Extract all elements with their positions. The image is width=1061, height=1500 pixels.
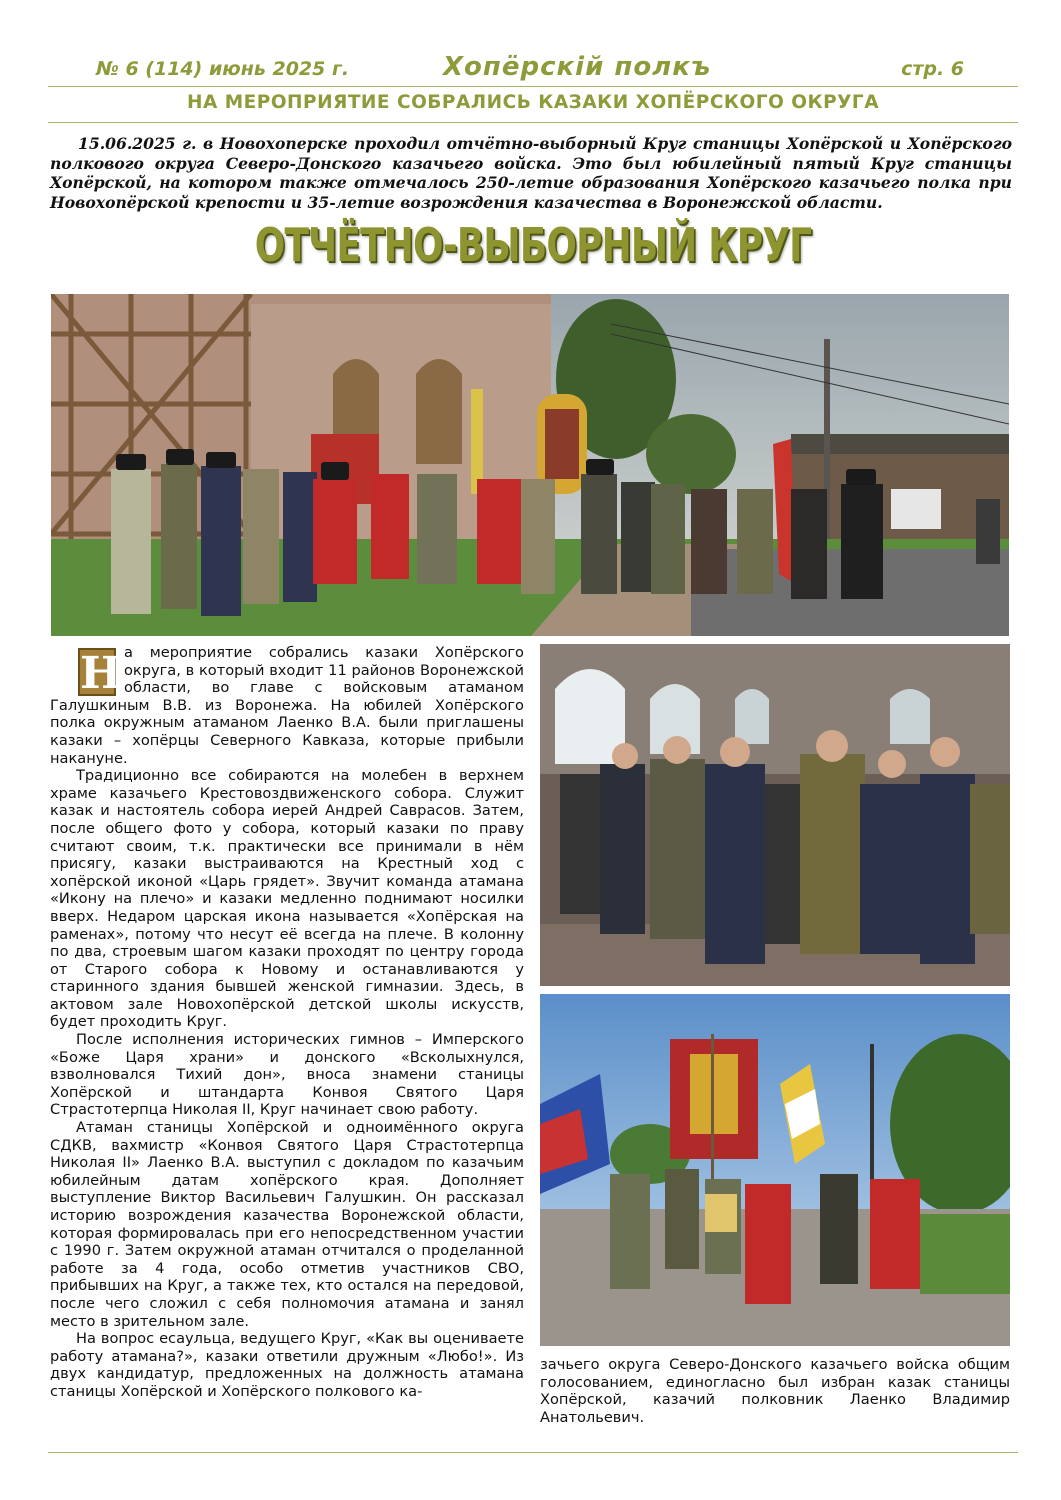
- cathedral-interior-photo: [540, 644, 1010, 986]
- masthead-rule: [48, 86, 1018, 87]
- article-paragraph: На вопрос есаульца, ведущего Круг, «Как вы оцениваете работу атамана?», казаки ответили дружным «Любо!». Из двух кандидатур, предложенных на должность атамана станицы Хопёрской и Хопёрского полкового ка-: [50, 1330, 524, 1400]
- article-continuation: зачьего округа Северо-Донского казачьего войска общим голосованием, единогласно был избран казак станицы Хопёрской, казачий полковник Лаенко Владимир Анатольевич.: [540, 1356, 1010, 1426]
- article-body: [50, 644, 524, 1401]
- article-headline: ОТЧЁТНО-ВЫБОРНЫЙ КРУГ: [254, 218, 812, 272]
- footer-rule: [48, 1452, 1018, 1453]
- article-paragraph: Традиционно все собираются на молебен в верхнем храме казачьего Крестовоздвиженского собора. Служит казак и настоятель собора иерей Андрей Саврасов. Затем, после общего фото у собора, который казаки по праву считают своим, т.к. практически все принимали в нём присягу, казаки выстраиваются на Крестный ход с хопёрской иконой «Царь грядет». Звучит команда атамана «Икону на плечо» и казаки медленно поднимают носилки вверх. Недаром царская икона называется «Хопёрская на раменах», потому что несут её всегда на плече. В колонну по два, строевым шагом казаки проходят по центру города от Старого собора к Новому и останавливаются у старинного здания бывшей женской гимназии. Здесь, в актовом зале Новохопёрской детской школы искусств, будет проходить Круг.: [50, 767, 524, 1031]
- article-paragraph: Атаман станицы Хопёрской и одноимённого округа СДКВ, вахмистр «Конвоя Святого Царя Страстотерпца Николая II» Лаенко В.А. выступил с докладом по казачьим юбилейным датам хопёрского края. Дополняет выступление Виктор Васильевич Галушкин. Он рассказал историю возрождения казачества Воронежской области, которая формировалась при его непосредственном участии с 1990 г. Затем окружной атаман отчитался о проделанной работе за 4 года, особо отметив участников СВО, прибывших на Круг, а также тех, кто остался на передовой, после чего сложил с себя полномочия атамана и занял место в зрительном зале.: [50, 1119, 524, 1330]
- article-paragraph: После исполнения исторических гимнов – Имперского «Боже Царя храни» и донского «Всколыхнулся, взволновался Тихий дон», вноса знамени станицы Хопёрской и штандарта Конвоя Святого Царя Страстотерпца Николая II, Круг начинает свою работу.: [50, 1031, 524, 1119]
- masthead: [48, 52, 1018, 86]
- group-photo: [51, 294, 1009, 636]
- page-number: стр. 6: [901, 58, 964, 80]
- lead-paragraph: 15.06.2025 г. в Новохоперске проходил отчётно-выборный Круг станицы Хопёрской и Хопёрского полкового округа Северо-Донского казачьего войска. Это был юбилейный пятый Круг станицы Хопёрской, на котором также отмечалось 250-летие образования Хопёрского казачьего полка при Новохопёрской крепости и 35-летие возрождения казачества в Воронежской области.: [50, 134, 1012, 212]
- procession-photo: [540, 994, 1010, 1346]
- section-heading: НА МЕРОПРИЯТИЕ СОБРАЛИСЬ КАЗАКИ ХОПЁРСКОГО ОКРУГА: [186, 92, 880, 113]
- dropcap: Н: [80, 648, 122, 699]
- issue-number: № 6 (114) июнь 2025 г.: [96, 58, 350, 80]
- section-rule: [48, 122, 1018, 123]
- article-paragraph: Н а мероприятие собрались казаки Хопёрского округа, в который входит 11 районов Воронежской области, во главе с войсковым атаманом Галушкиным В.В. из Воронежа. На юбилей Хопёрского полка окружным атаманом Лаенко В.А. были приглашены казаки – хопёрцы Северного Кавказа, которые прибыли накануне.: [50, 644, 524, 767]
- newspaper-title: Хопёрскiй полкъ: [443, 52, 712, 82]
